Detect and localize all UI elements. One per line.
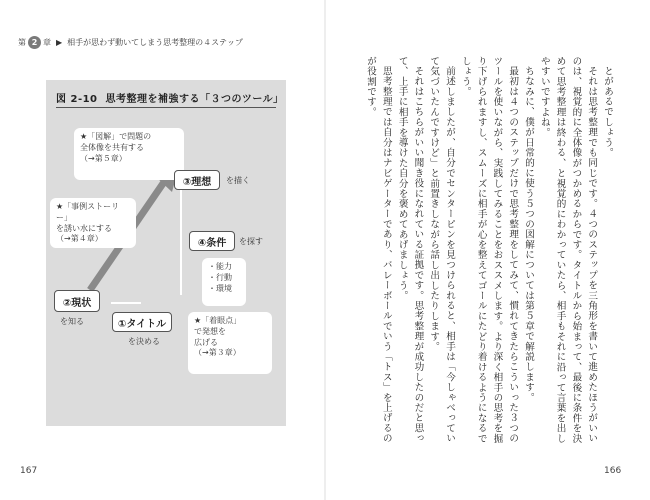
- condition-items-box: [202, 258, 246, 306]
- figure-caption: 思考整理を補強する「３つのツール」: [105, 94, 284, 105]
- tool-focus-line3: 広げる: [194, 337, 218, 347]
- ideal-node: ③理想: [174, 170, 220, 190]
- paragraph: 最初は４つのステップだけで思考整理をしてみて、慣れてきたらこういった３つのツールを使いながら、実践してみることをおススメします。より深く相手の思考を掘り下げられますし、スムーズに相手が心を整えてゴールにたどり着けるようになるでしょう。: [459, 56, 519, 444]
- condition-item-ability: ・能力: [208, 262, 232, 271]
- play-arrow-icon: ▶: [56, 38, 63, 47]
- chapter-title: 相手が思わず動いてしまう思考整理の４ステップ: [67, 38, 243, 47]
- chapter-number-badge: 2: [28, 36, 41, 49]
- body-text: [353, 56, 615, 446]
- paragraph: 思考整理では自分はナビゲーターであり、バレーボールでいう「トス」を上げるのが役割です。: [365, 56, 392, 443]
- condition-item-environment: ・環境: [208, 283, 232, 293]
- tool-bubble-diagram: [74, 128, 184, 180]
- paragraph: それは思考整理でも同じです。４つのステップを三角形を書いて進めたほうがいいのは、視覚的に全体像がつかめるからです。タイトルから始まって、最後に条件を決めて思考整理は終わる、と視覚的にわかっていたら、相手もそれに沿って言葉を出しやすいですよね。: [538, 56, 598, 444]
- tool-focus-line1: ★「着眼点」: [194, 316, 242, 325]
- tool-bubble-focus: [188, 312, 272, 374]
- title-verb: を決める: [128, 337, 160, 346]
- paragraph: 前述しましたが、自分でセンターピンを見つけられると、相手は「今しゃべっていて気づいたんですけど」と前置きしながら話し出したりします。: [428, 56, 456, 443]
- figure-panel: [46, 80, 286, 426]
- chapter-prefix: 第: [18, 38, 26, 47]
- paragraph: それはこちらがいい聞き役になれている証拠です。思考整理が成功したのだと思って、上手に相手を導けた自分を褒めてあげましょう。: [396, 56, 424, 443]
- current-node: ②現状: [54, 290, 100, 312]
- tool-diagram-line3: （→第５章）: [80, 153, 127, 163]
- figure-number: 図 2-10: [56, 94, 98, 105]
- chapter-suffix: 章: [43, 38, 51, 47]
- page-number-right: 166: [604, 466, 622, 476]
- condition-verb: を探す: [239, 237, 263, 246]
- tool-focus-line2: で発想を: [194, 326, 226, 336]
- tool-diagram-line2: 全体像を共有する: [80, 142, 144, 152]
- running-header: [18, 36, 243, 49]
- page-number-left: 167: [20, 466, 38, 476]
- paragraph: ちなみに、僕が日常的に使う５つの図解については第５章で解説します。: [523, 65, 535, 403]
- condition-node: ④条件: [189, 231, 235, 251]
- title-node: ①タイトル: [112, 312, 172, 332]
- tool-diagram-line1: ★「図解」で問題の: [80, 132, 152, 141]
- tool-story-line2: を誘い水にする: [56, 223, 112, 233]
- ideal-verb: を描く: [226, 176, 250, 185]
- tool-bubble-story: [50, 198, 136, 248]
- condition-item-action: ・行動: [208, 272, 232, 282]
- paragraph: とがあるでしょう。: [602, 65, 613, 158]
- current-verb: を知る: [60, 317, 84, 326]
- page-gutter: [324, 0, 326, 500]
- tool-story-line1: ★「事例ストーリー」: [56, 202, 120, 222]
- tool-focus-line4: （→第３章）: [194, 348, 241, 358]
- tool-story-line3: （→第４章）: [56, 234, 103, 244]
